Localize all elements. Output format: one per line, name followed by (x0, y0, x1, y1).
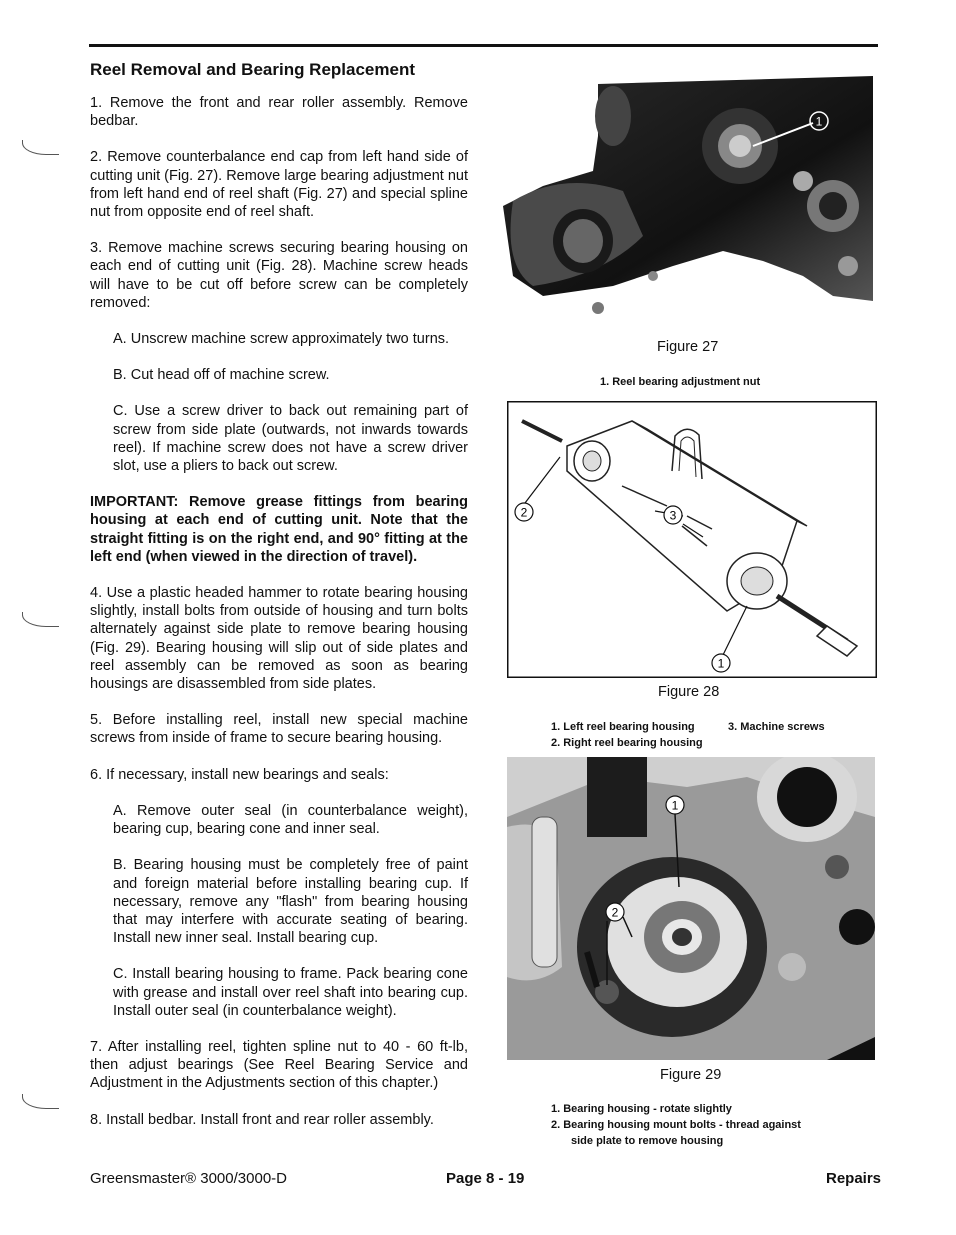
figure-29-callout-1: 1 (671, 798, 679, 813)
figure-29-note-3: side plate to remove housing (571, 1135, 724, 1147)
figure-27-callout-1: 1 (815, 114, 823, 129)
figure-28-drawing (507, 401, 877, 678)
footer-model: Greensmaster® 3000/3000-D (90, 1170, 287, 1187)
margin-mark (22, 1094, 59, 1109)
section-title: Reel Removal and Bearing Replacement (90, 60, 416, 79)
margin-mark (22, 612, 59, 627)
figure-28-callout-3: 3 (669, 508, 677, 523)
step-6b: B. Bearing housing must be completely free of paint and foreign material before installing bearing cup. If necessary, remove any "flash" from bearing housing that may interfere with accurate seating of bearing. Install new inner seal. Install bearing cup. (113, 857, 468, 947)
step-3b: B. Cut head off of machine screw. (113, 367, 330, 384)
step-2: 2. Remove counterbalance end cap from left hand side of cutting unit (Fig. 27). Remove large bearing adjustment nut from left hand end of reel shaft (Fig. 27) and special spline nut from opposite end of reel shaft. (90, 149, 469, 221)
step-3: 3. Remove machine screws securing bearing housing on each end of cutting unit (Fig. 28). Machine screw heads will have to be cut off before screw can be completely removed: (90, 240, 468, 311)
important-note: IMPORTANT: Remove grease fittings from bearing housing at each end of cutting unit. Note that the straight fitting is on the right end, and 90° fitting at the left end (when viewed in the direction of travel). (90, 494, 468, 565)
figure-27-caption: Figure 27 (657, 339, 719, 355)
text-column (90, 60, 468, 1147)
margin-mark (22, 140, 59, 155)
step-3a: A. Unscrew machine screw approximately two turns. (113, 331, 450, 348)
step-6: 6. If necessary, install new bearings and seals: (90, 766, 389, 783)
figure-29-caption: Figure 29 (660, 1067, 722, 1083)
figure-28-callout-2: 2 (520, 505, 528, 520)
footer-section: Repairs (826, 1170, 882, 1187)
figure-28-caption: Figure 28 (658, 684, 720, 700)
step-1: 1. Remove the front and rear roller assembly. Remove bedbar. (90, 95, 468, 130)
figure-28-note-3: 3. Machine screws (728, 721, 825, 733)
step-4: 4. Use a plastic headed hammer to rotate bearing housing slightly, install bolts from outside of housing and turn bolts alternately against side plate to remove bearing housing (Fig. 29). Bearing housing will slip out of side plates and reel assembly can be removed as soon as bearing housings are disassembled from side plates. (90, 585, 468, 693)
figure-29-photo (507, 757, 875, 1060)
figure-28-note-2: 2. Right reel bearing housing (551, 737, 703, 749)
figure-29-note-2: 2. Bearing housing mount bolts - thread against (551, 1119, 801, 1131)
step-5: 5. Before installing reel, install new special machine screws from inside of frame to secure bearing housing. (90, 712, 468, 747)
step-7: 7. After installing reel, tighten spline nut to 40 - 60 ft-lb, then adjust bearings (See Reel Bearing Service and Adjustment in the Adjustments section of this chapter.) (90, 1038, 468, 1092)
figure-29-callout-2: 2 (611, 905, 619, 920)
step-6c: C. Install bearing housing to frame. Pack bearing cone with grease and install over reel shaft into bearing cup. Install outer seal (in counterbalance weight). (113, 966, 468, 1019)
footer-page-number: Page 8 - 19 (446, 1170, 525, 1187)
top-rule (89, 44, 878, 47)
step-8: 8. Install bedbar. Install front and rear roller assembly. (90, 1111, 434, 1128)
step-6a: A. Remove outer seal (in counterbalance weight), bearing cup, bearing cone and inner seal. (113, 802, 468, 838)
figure-28-note-1: 1. Left reel bearing housing (551, 721, 695, 733)
figure-27-note: 1. Reel bearing adjustment nut (600, 376, 761, 388)
figure-28-callout-1: 1 (717, 656, 725, 671)
figure-27-photo (503, 76, 873, 326)
step-3c: C. Use a screw driver to back out remaining part of screw from side plate (outwards, not inwards towards reel). If machine screw does not have a screw driver slot, use a pliers to back out screw. (113, 403, 468, 475)
figure-29-note-1: 1. Bearing housing - rotate slightly (551, 1103, 732, 1115)
